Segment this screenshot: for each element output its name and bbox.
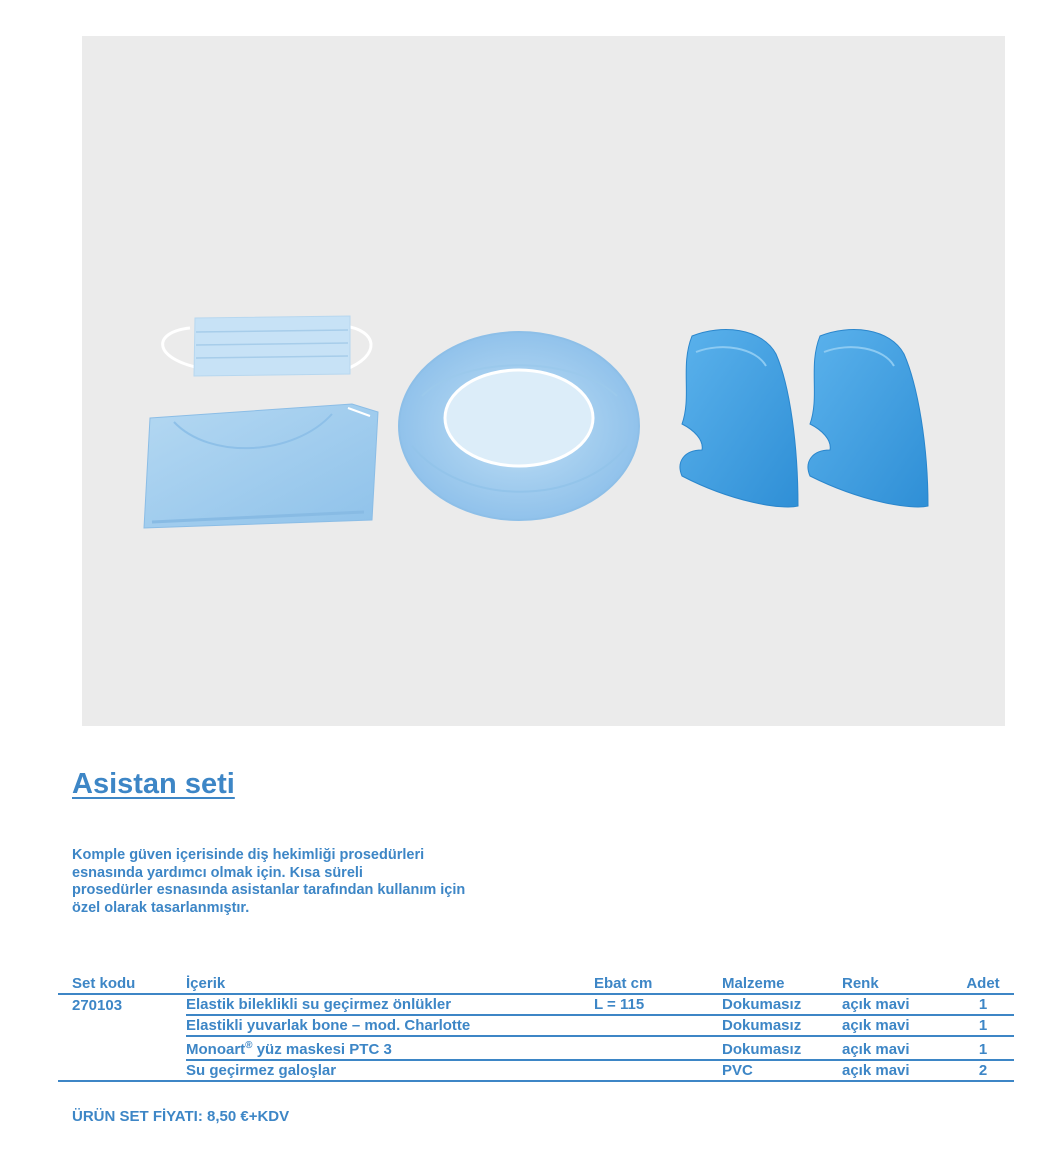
renk-cell: açık mavi [842,1036,952,1060]
adet-cell: 1 [952,1036,1014,1060]
table-row [58,1060,1014,1081]
description-line: özel olarak tasarlanmıştır. [72,899,250,916]
header-adet: Adet [952,974,1014,994]
malzeme-cell: Dokumasız [722,1036,842,1060]
renk-cell: açık mavi [842,1060,952,1081]
shoe-cover-image-1 [680,330,798,507]
set-code-cell: 270103 [72,997,123,1014]
product-photo [82,36,1005,726]
icerik-cell [186,1036,594,1060]
empty-cell [58,1060,186,1081]
table-row [58,994,1014,1015]
adet-cell: 1 [952,994,1014,1015]
icerik-cell: Elastik bileklikli su geçirmez önlükler [186,994,594,1015]
ebat-cell [594,1060,722,1081]
malzeme-cell: PVC [722,1060,842,1081]
table-row [58,1015,1014,1036]
product-description [72,847,612,917]
header-renk: Renk [842,974,952,994]
description-line: prosedürler esnasında asistanlar tarafından kullanım için [72,882,466,898]
bouffant-cap-image [399,332,639,520]
icerik-cell: Su geçirmez galoşlar [186,1060,594,1081]
gown-image [144,404,378,528]
empty-cell [58,1015,186,1036]
malzeme-cell: Dokumasız [722,1015,842,1036]
header-malzeme: Malzeme [722,974,842,994]
renk-cell: açık mavi [842,994,952,1015]
description-line: Komple güven içerisinde diş hekimliği prosedürleri [72,847,425,863]
table-header-row [58,974,1014,994]
registered-mark: ® [245,1040,253,1051]
ebat-cell [594,1036,722,1060]
header-set-kodu: Set kodu [58,974,186,994]
adet-cell: 2 [952,1060,1014,1081]
renk-cell: açık mavi [842,1015,952,1036]
page-title: Asistan seti [72,768,235,800]
icerik-cell: Elastikli yuvarlak bone – mod. Charlotte [186,1015,594,1036]
shoe-cover-image-2 [808,330,928,507]
description-line: esnasında yardımcı olmak için. Kısa süreli [72,864,363,881]
set-contents-table [58,974,1014,1082]
icerik-suffix: yüz maskesi PTC 3 [252,1041,392,1058]
set-price: ÜRÜN SET FİYATI: 8,50 €+KDV [72,1108,290,1125]
ebat-cell: L = 115 [594,994,722,1015]
table-row [58,1036,1014,1060]
empty-cell [58,1036,186,1060]
face-mask-image [163,316,371,376]
icerik-prefix: Monoart [186,1041,246,1058]
header-ebat: Ebat cm [594,974,722,994]
header-icerik: İçerik [186,974,594,994]
adet-cell: 1 [952,1015,1014,1036]
malzeme-cell: Dokumasız [722,994,842,1015]
ebat-cell [594,1015,722,1036]
